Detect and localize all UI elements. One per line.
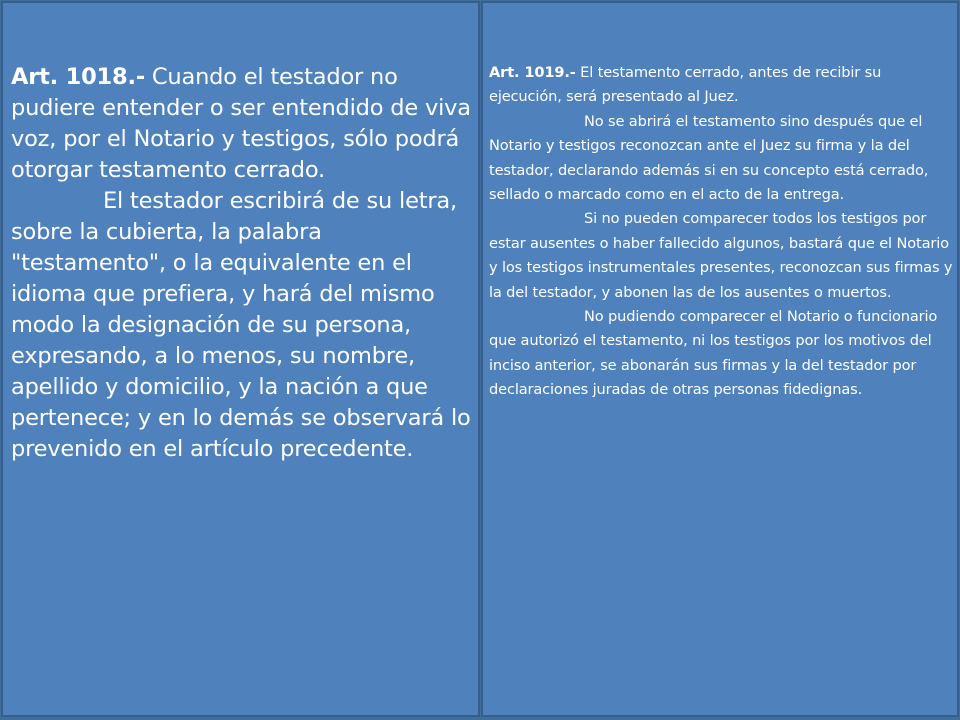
article-1019-text (489, 61, 955, 403)
article-1018-title: Art. 1018.- (11, 64, 145, 90)
article-1019-paragraph-1 (489, 61, 955, 110)
article-1019-paragraph-3: Si no pueden comparecer todos los testigos por estar ausentes o haber fallecido algunos, bastará que el Notario y los testigos instrumentales presentes, reconozcan sus firmas y la del testador, y abonen las de los ausentes o muertos. (489, 210, 953, 301)
article-1018-paragraph-1 (11, 62, 473, 186)
article-1018-paragraph-2: El testador escribirá de su letra, sobre la cubierta, la palabra "testamento", o la equivalente en el idioma que prefiera, y hará del mismo modo la designación de su persona, expresando, a lo menos, su nombre, apellido y domicilio, y la nación a que pertenece; y en lo demás se observará lo prevenido en el artículo precedente. (11, 188, 471, 462)
article-1019-paragraph-1-body: El testamento cerrado, antes de recibir su ejecución, será presentado al Juez. (489, 64, 882, 106)
left-panel (1, 1, 480, 717)
article-1019-title: Art. 1019.- (489, 64, 576, 81)
article-1019-paragraph-2: No se abrirá el testamento sino después que el Notario y testigos reconozcan ante el Juez su firma y la del testador, declarando además si en su concepto está cerrado, sellado o marcado como en el acto de la entrega. (489, 112, 929, 204)
article-1018-text (11, 62, 473, 465)
article-1019-paragraph-4: No pudiendo comparecer el Notario o funcionario que autorizó el testamento, ni los testigos por los motivos del inciso anterior, se abonarán sus firmas y la del testador por declaraciones juradas de otras personas fidedignas. (489, 308, 938, 399)
article-1018-paragraph-1-body: Cuando el testador no pudiere entender o ser entendido de viva voz, por el Notario y testigos, sólo podrá otorgar testamento cerrado. (11, 64, 471, 183)
right-panel (481, 1, 959, 717)
